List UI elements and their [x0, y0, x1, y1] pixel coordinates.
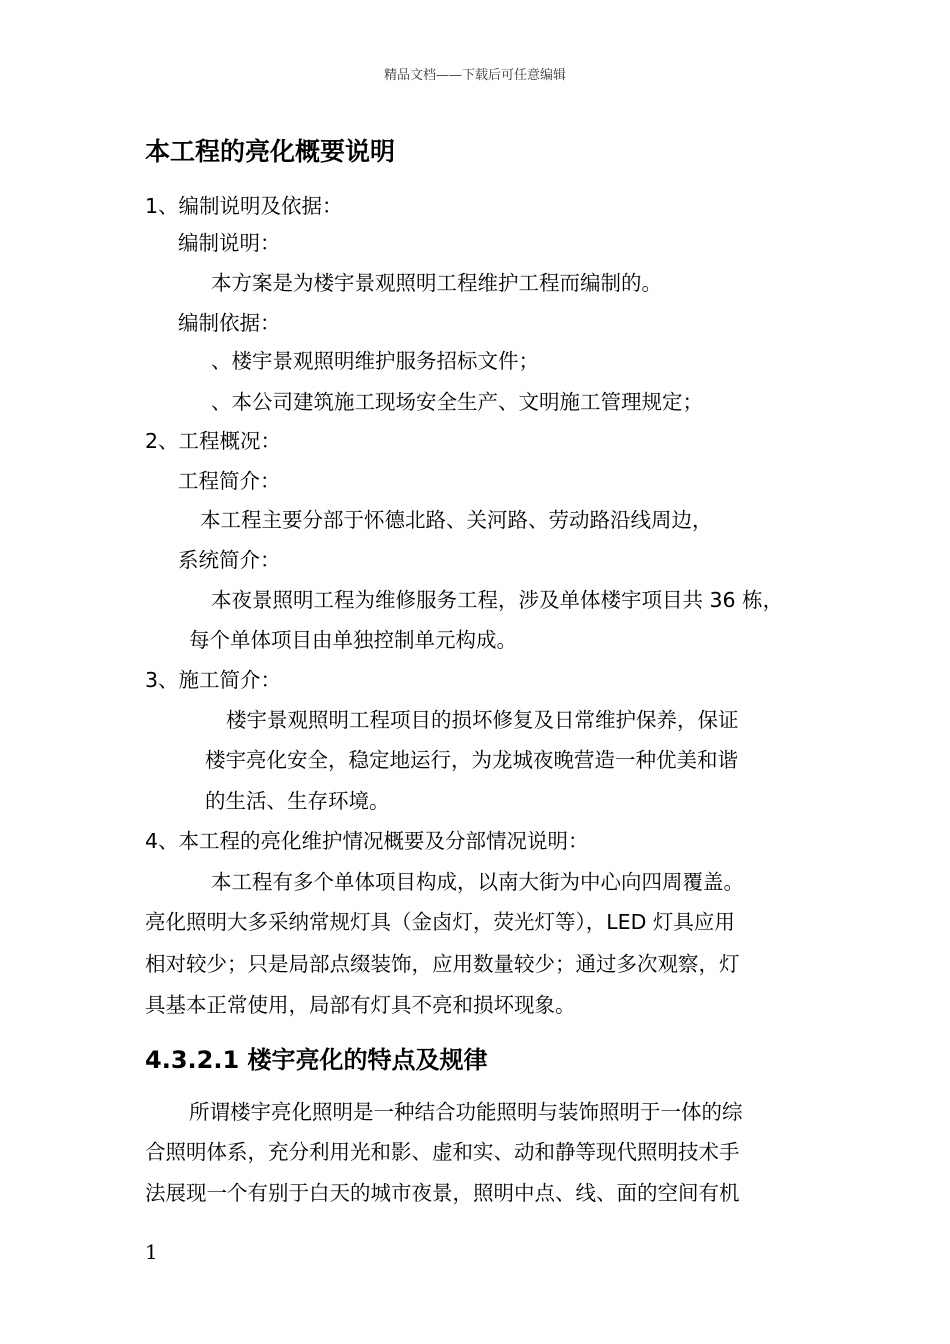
- basis-item: 、楼宇景观照明维护服务招标文件；: [211, 349, 539, 373]
- page-number: 1: [145, 1240, 158, 1264]
- subsection-paragraph-line: 所谓楼宇亮化照明是一种结合功能照明与装饰照明于一体的综: [189, 1100, 743, 1124]
- document-title: 本工程的亮化概要说明: [145, 137, 396, 166]
- section-4-text: 本工程有多个单体项目构成，以南大街为中心向四周覆盖。: [211, 870, 744, 894]
- subsection-heading: 4.3.2.1 楼宇亮化的特点及规律: [145, 1046, 488, 1074]
- section-1-subheading-description: 编制说明：: [178, 231, 281, 255]
- page-header: 精品文档——下载后可任意编辑: [383, 68, 566, 83]
- section-3-heading: 3、施工简介：: [145, 668, 282, 692]
- section-2-subheading-system: 系统简介：: [178, 548, 281, 572]
- section-1-heading: 1、编制说明及依据：: [145, 194, 343, 218]
- section-4-text: 具基本正常使用，局部有灯具不亮和损坏现象。: [145, 993, 576, 1017]
- section-2-subheading-project: 工程简介：: [178, 469, 281, 493]
- section-2-system-text: 每个单体项目由单独控制单元构成。: [189, 628, 517, 652]
- section-2-heading: 2、工程概况：: [145, 429, 282, 453]
- section-1-description-text: 本方案是为楼宇景观照明工程维护工程而编制的。: [211, 271, 662, 295]
- section-2-project-text: 本工程主要分部于怀德北路、关河路、劳动路沿线周边，: [200, 508, 713, 532]
- section-3-text: 楼宇景观照明工程项目的损坏修复及日常维护保养，保证: [226, 708, 739, 732]
- subsection-paragraph-line: 法展现一个有别于白天的城市夜景，照明中点、线、面的空间有机: [145, 1181, 740, 1205]
- section-2-system-text: 本夜景照明工程为维修服务工程，涉及单体楼宇项目共 36 栋，: [211, 588, 784, 612]
- section-3-text: 楼宇亮化安全，稳定地运行，为龙城夜晚营造一种优美和谐: [205, 748, 738, 772]
- section-4-text: 相对较少；只是局部点缀装饰，应用数量较少；通过多次观察，灯: [145, 952, 740, 976]
- subsection-paragraph-line: 合照明体系，充分利用光和影、虚和实、动和静等现代照明技术手: [145, 1140, 740, 1164]
- section-4-text: 亮化照明大多采纳常规灯具（金卤灯，荧光灯等），LED 灯具应用: [145, 910, 735, 934]
- section-4-heading: 4、本工程的亮化维护情况概要及分部情况说明：: [145, 829, 589, 853]
- section-1-subheading-basis: 编制依据：: [178, 311, 281, 335]
- section-3-text: 的生活、生存环境。: [205, 789, 390, 813]
- basis-item: 、本公司建筑施工现场安全生产、文明施工管理规定；: [211, 390, 703, 414]
